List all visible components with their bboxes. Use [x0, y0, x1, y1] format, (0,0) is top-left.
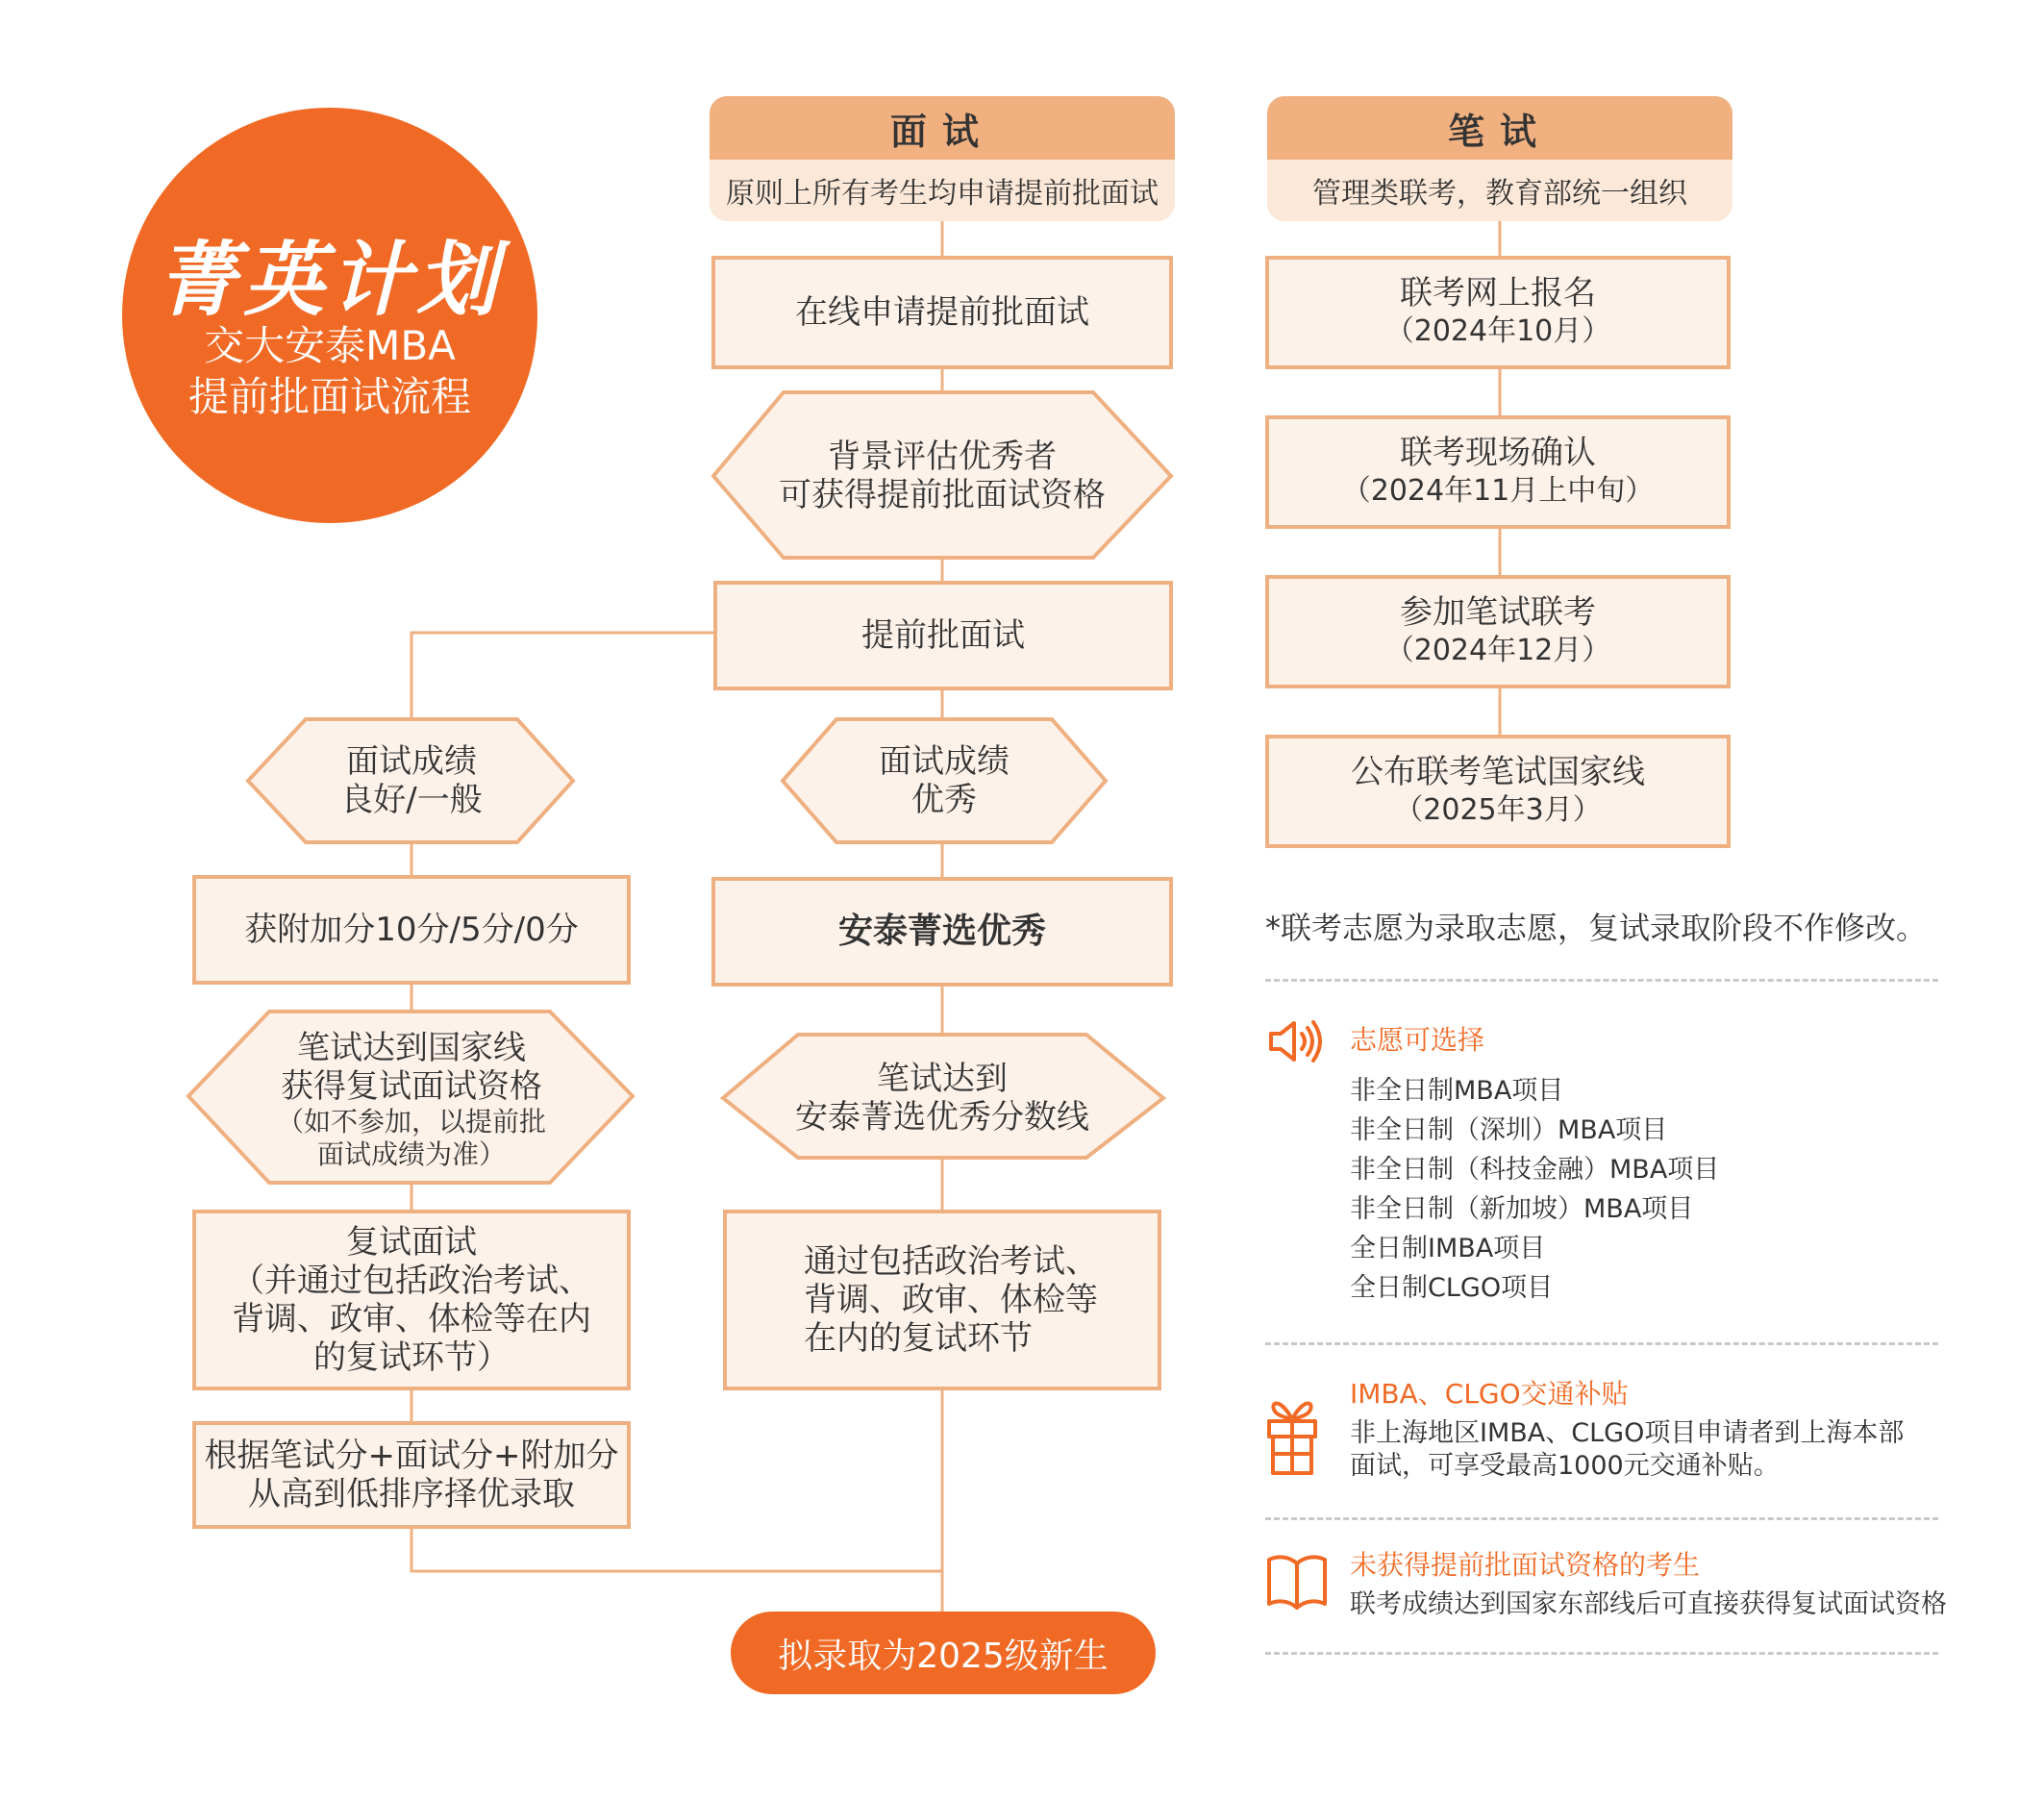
- hex-excellent-line1: 面试成绩: [879, 742, 1010, 781]
- final-admission-pill: 拟录取为2025级新生: [731, 1612, 1156, 1694]
- brand-circle: [122, 108, 537, 523]
- written-step-exam: [1265, 575, 1731, 688]
- written-step-title: 联考网上报名: [1400, 274, 1596, 312]
- divider: [1265, 1517, 1938, 1520]
- written-step-national-line: [1265, 735, 1731, 848]
- hex-good-line2: 良好/一般: [340, 781, 483, 819]
- hex-good-line1: 面试成绩: [346, 742, 477, 781]
- hex-antai-line2: 安泰菁选优秀分数线: [795, 1098, 1089, 1137]
- subsidy-line2: 面试，可享受最高1000元交通补贴。: [1350, 1451, 1780, 1481]
- hex-background-eval-text: [760, 412, 1125, 540]
- written-step-date: （2024年12月）: [1384, 634, 1611, 667]
- gift-icon: [1265, 1385, 1319, 1477]
- ranking-line2: 从高到低排序择优录取: [248, 1475, 575, 1513]
- hex-national-line4: 面试成绩为准）: [316, 1138, 506, 1170]
- hex-excellent-line2: 优秀: [911, 781, 977, 819]
- step-apply-online: 在线申请提前批面试: [711, 256, 1173, 369]
- brand-title: 菁英计划: [156, 232, 503, 327]
- hex-score-good-text: [306, 733, 517, 829]
- subsidy-line1: 非上海地区IMBA、CLGO项目申请者到上海本部: [1350, 1418, 1905, 1448]
- subsidy-text: [1350, 1417, 1965, 1483]
- interview-subheader: 原则上所有考生均申请提前批面试: [710, 160, 1175, 221]
- book-icon: [1265, 1552, 1329, 1612]
- hex-national-line-text: [260, 1023, 563, 1177]
- hex-bg-line2: 可获得提前批面试资格: [779, 476, 1106, 514]
- divider: [1265, 979, 1938, 982]
- choices-list: [1350, 1071, 1946, 1308]
- list-item: 全日制CLGO项目: [1350, 1273, 1554, 1303]
- unqualified-title: 未获得提前批面试资格的考生: [1350, 1549, 1701, 1581]
- hex-bg-line1: 背景评估优秀者: [828, 438, 1057, 476]
- written-step-date: （2024年10月）: [1384, 314, 1611, 348]
- hex-antai-line-text: [769, 1050, 1115, 1146]
- divider: [1265, 1342, 1938, 1345]
- written-step-date: （2025年3月）: [1394, 793, 1602, 827]
- retest-right-line1: 通过包括政治考试、: [804, 1242, 1098, 1281]
- divider: [1265, 1652, 1938, 1655]
- brand-subtitle-line2: 提前批面试流程: [187, 373, 471, 420]
- list-item: 全日制IMBA项目: [1350, 1234, 1546, 1263]
- hex-score-excellent-text: [836, 733, 1052, 829]
- written-subheader: 管理类联考，教育部统一组织: [1267, 160, 1732, 221]
- subsidy-title: IMBA、CLGO交通补贴: [1350, 1378, 1629, 1410]
- step-antai-excellent: 安泰菁选优秀: [711, 877, 1173, 987]
- list-item: 非全日制（深圳）MBA项目: [1350, 1115, 1668, 1145]
- interview-header: 面试: [710, 96, 1175, 160]
- brand-subtitle-line1: 交大安泰MBA: [204, 322, 456, 369]
- speaker-icon: [1267, 1017, 1329, 1065]
- written-step-title: 参加笔试联考: [1400, 593, 1596, 632]
- written-step-register: [1265, 256, 1731, 369]
- list-item: 非全日制（新加坡）MBA项目: [1350, 1194, 1694, 1224]
- volunteer-note: *联考志愿为录取志愿，复试录取阶段不作修改。: [1265, 910, 1928, 946]
- retest-right-line3: 在内的复试环节: [804, 1319, 1033, 1358]
- hex-national-line1: 笔试达到国家线: [297, 1029, 526, 1067]
- written-header: 笔试: [1267, 96, 1732, 160]
- retest-left-line4: 的复试环节）: [313, 1338, 510, 1377]
- retest-left-line3: 背调、政审、体检等在内: [232, 1300, 591, 1338]
- unqualified-text: 联考成绩达到国家东部线后可直接获得复试面试资格: [1350, 1589, 1947, 1619]
- written-step-date: （2024年11月上中旬）: [1341, 474, 1655, 508]
- choices-title: 志愿可选择: [1350, 1024, 1485, 1056]
- step-retest-left: [192, 1210, 631, 1390]
- written-step-confirm: [1265, 415, 1731, 529]
- hex-antai-line1: 笔试达到: [877, 1060, 1008, 1098]
- list-item: 非全日制（科技金融）MBA项目: [1350, 1155, 1720, 1185]
- hex-national-line3: （如不参加，以提前批: [276, 1106, 546, 1138]
- retest-left-line1: 复试面试: [346, 1223, 477, 1262]
- step-bonus-points: 获附加分10分/5分/0分: [192, 875, 631, 985]
- step-early-interview: 提前批面试: [713, 581, 1173, 690]
- list-item: 非全日制MBA项目: [1350, 1076, 1564, 1106]
- step-retest-right: [723, 1210, 1161, 1390]
- retest-right-line2: 背调、政审、体检等: [804, 1281, 1098, 1319]
- hex-national-line2: 获得复试面试资格: [281, 1067, 542, 1106]
- retest-left-line2: （并通过包括政治考试、: [232, 1262, 591, 1300]
- written-step-title: 联考现场确认: [1400, 434, 1596, 472]
- written-step-title: 公布联考笔试国家线: [1351, 753, 1645, 791]
- step-ranking: [192, 1421, 631, 1529]
- ranking-line1: 根据笔试分+面试分+附加分: [204, 1437, 619, 1475]
